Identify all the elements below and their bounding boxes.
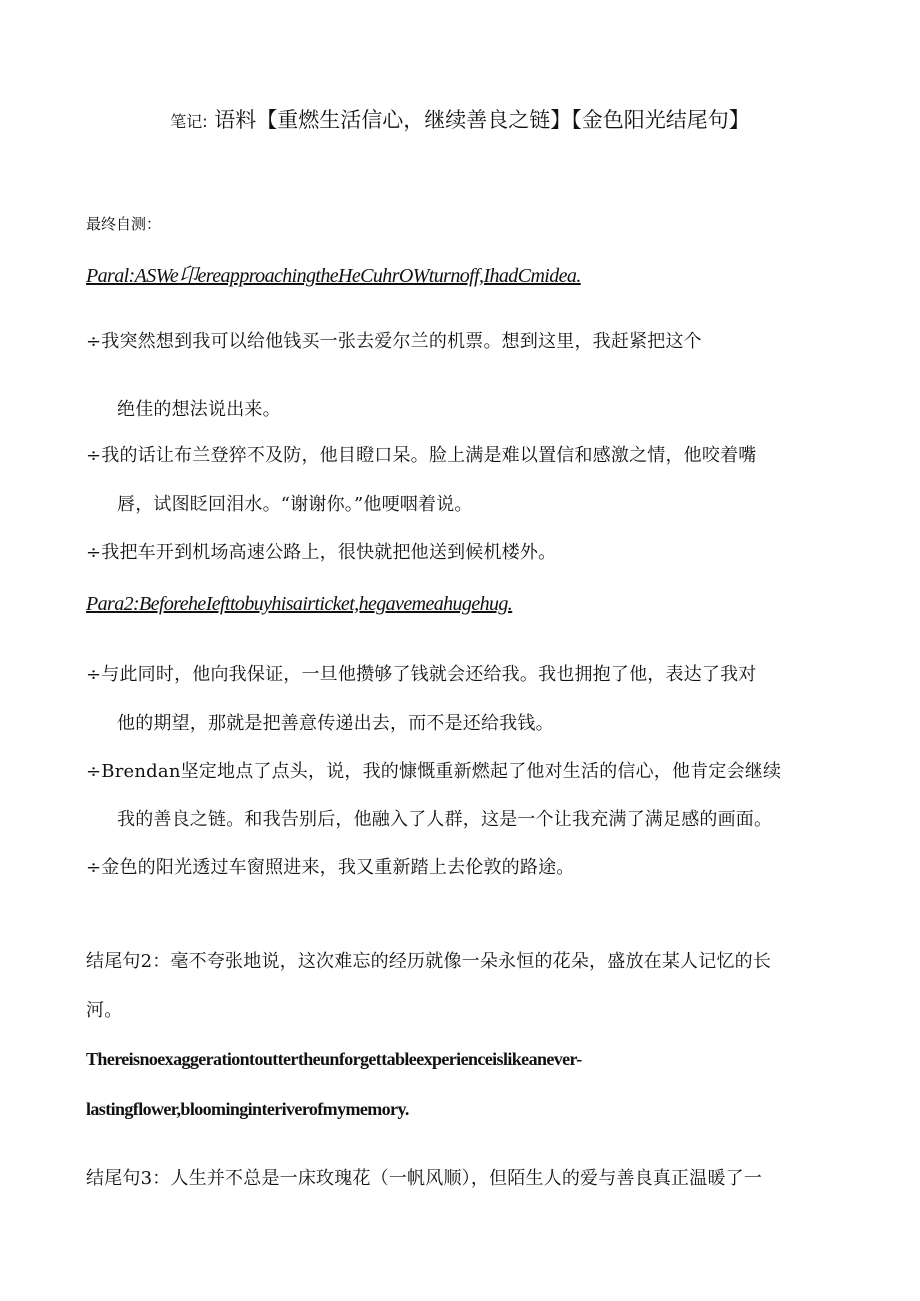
para2-line-5: ÷金色的阳光透过车窗照进来，我又重新踏上去伦敦的路途。 bbox=[86, 857, 575, 878]
para2-line-3: ÷Brendan坚定地点了点头，说，我的慷慨重新燃起了他对生活的信心，他肯定会继续 bbox=[86, 761, 782, 782]
para1-heading: Paral:ASWe卬ereapproachingtheHeCuhrOWturnoff,IhadCmidea. bbox=[86, 265, 581, 287]
para1-line-3: ÷我的话让布兰登猝不及防，他目瞪口呆。脸上满是难以置信和感激之情，他咬着嘴 bbox=[86, 445, 757, 466]
title-prefix: 笔记: bbox=[170, 112, 208, 131]
para1-line-1: ÷我突然想到我可以给他钱买一张去爱尔兰的机票。想到这里，我赶紧把这个 bbox=[86, 331, 702, 352]
para2-heading: Para2:BeforeheIefttobuyhisairticket,hegavemeahugehug. bbox=[86, 593, 513, 615]
para2-line-2: 他的期望，那就是把善意传递出去，而不是还给我钱。 bbox=[117, 713, 554, 734]
page-title bbox=[0, 104, 920, 134]
title-text: 语料【重燃生活信心，继续善良之链】【金色阳光结尾句】 bbox=[207, 108, 750, 132]
ending2-line-2: 河。 bbox=[86, 1000, 123, 1021]
para2-line-1: ÷与此同时，他向我保证，一旦他攒够了钱就会还给我。我也拥抱了他，表达了我对 bbox=[86, 664, 757, 685]
ending2-english-line-2: lastingflower,bloominginteriverofmymemory. bbox=[86, 1099, 409, 1119]
para1-line-4: 唇，试图眨回泪水。“谢谢你。”他哽咽着说。 bbox=[117, 494, 473, 515]
ending2-english-line-1: Thereisnoexaggerationtouttertheunforgettableexperienceislikeanever- bbox=[86, 1049, 582, 1069]
ending3-line-1: 结尾句3：人生并不总是一床玫瑰花（一帆风顺），但陌生人的爱与善良真正温暖了一 bbox=[86, 1168, 763, 1189]
para1-line-2: 绝佳的想法说出来。 bbox=[117, 399, 281, 420]
para2-line-4: 我的善良之链。和我告别后，他融入了人群，这是一个让我充满了满足感的画面。 bbox=[117, 809, 773, 830]
ending2-line-1: 结尾句2：毫不夸张地说，这次难忘的经历就像一朵永恒的花朵，盛放在某人记忆的长 bbox=[86, 951, 772, 972]
para1-line-5: ÷我把车开到机场高速公路上，很快就把他送到候机楼外。 bbox=[86, 542, 557, 563]
self-test-label: 最终自测： bbox=[86, 215, 162, 233]
